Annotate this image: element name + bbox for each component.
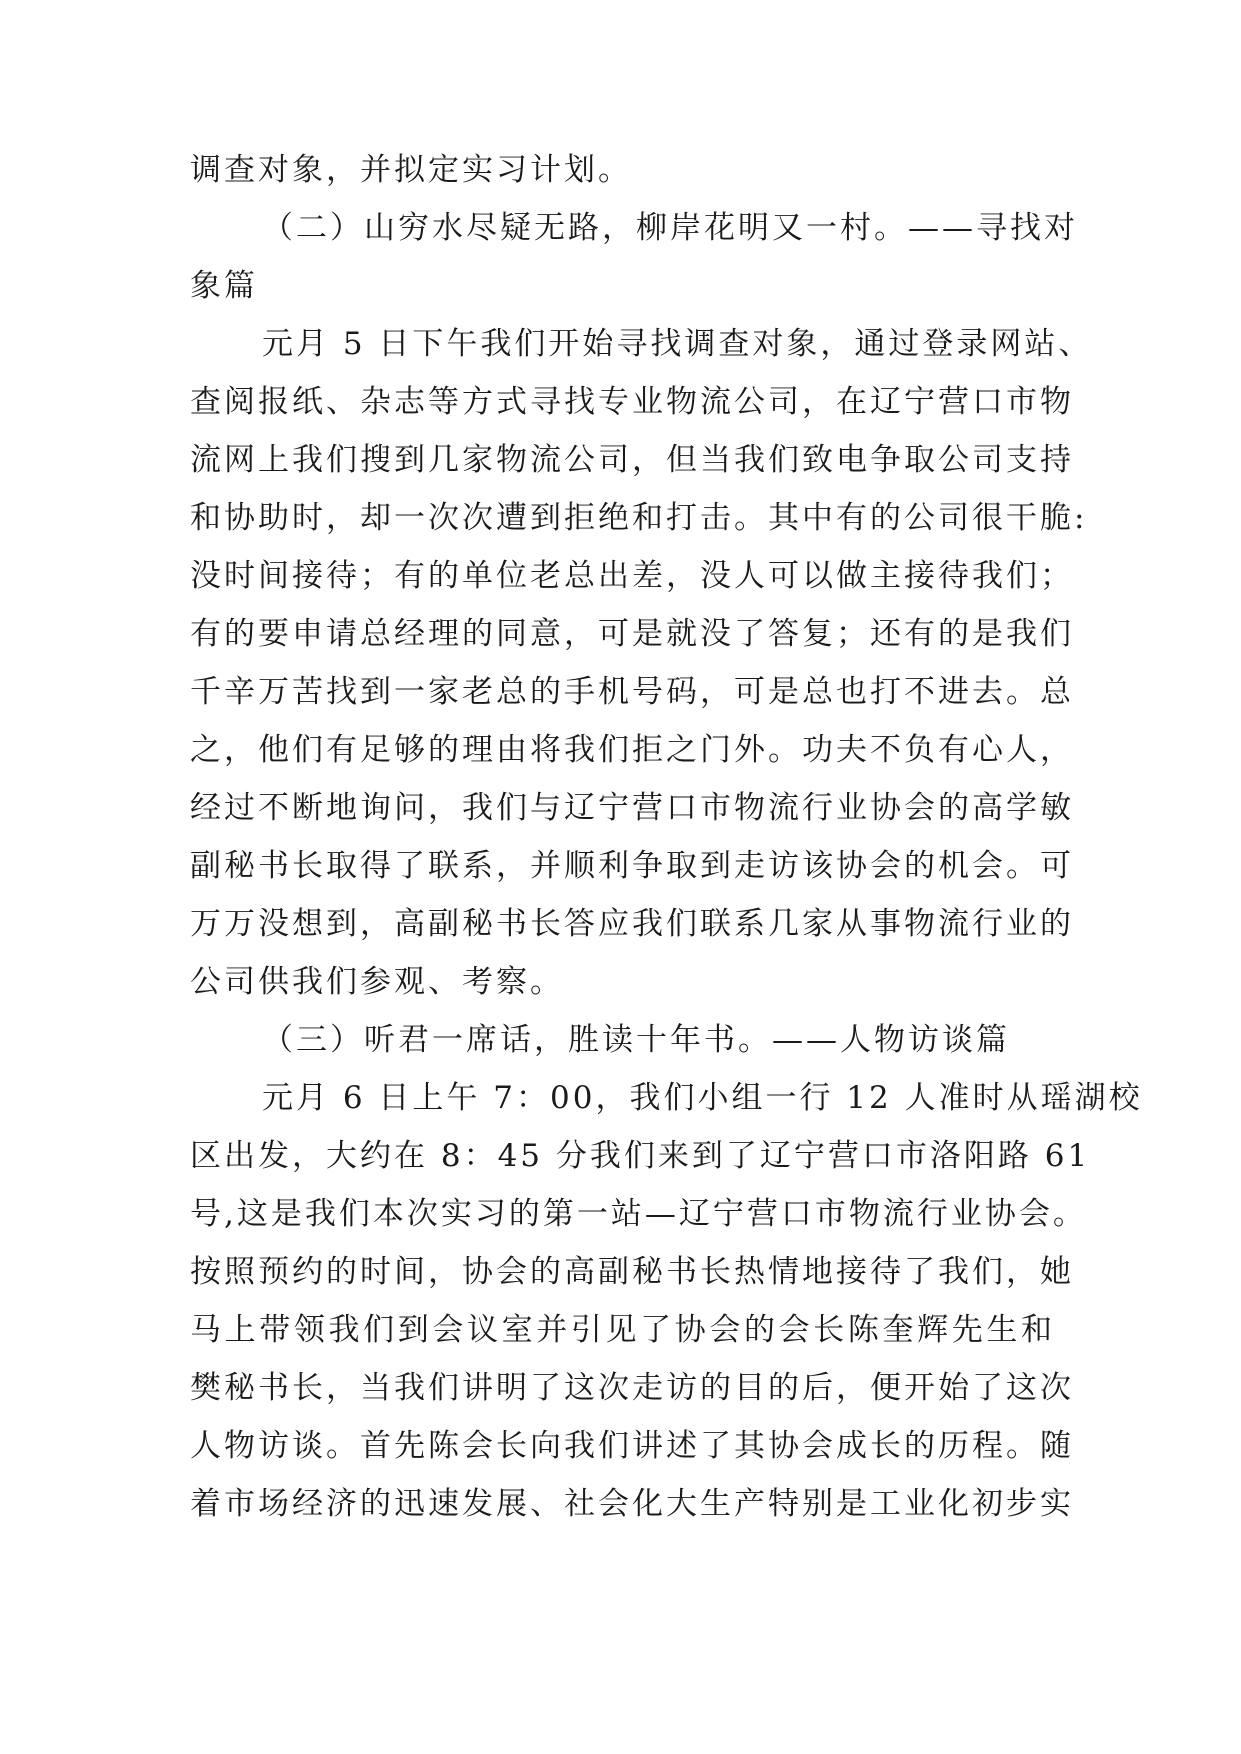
text-line: 没时间接待；有的单位老总出差，没人可以做主接待我们；	[190, 558, 1074, 594]
text-line: 象篇	[190, 268, 258, 304]
text-line: 调查对象，并拟定实习计划。	[190, 152, 632, 188]
text-line: 区出发，大约在 8：45 分我们来到了辽宁营口市洛阳路 61	[190, 1138, 1091, 1174]
text-line: 副秘书长取得了联系，并顺利争取到走访该协会的机会。可	[190, 848, 1074, 884]
text-line: 千辛万苦找到一家老总的手机号码，可是总也打不进去。总	[190, 674, 1074, 710]
text-line: 按照预约的时间，协会的高副秘书长热情地接待了我们，她	[190, 1254, 1074, 1290]
text-line: 万万没想到，高副秘书长答应我们联系几家从事物流行业的	[190, 906, 1074, 942]
text-line: 着市场经济的迅速发展、社会化大生产特别是工业化初步实	[190, 1486, 1074, 1522]
text-line: 人物访谈。首先陈会长向我们讲述了其协会成长的历程。随	[190, 1428, 1074, 1464]
text-line: 经过不断地询问，我们与辽宁营口市物流行业协会的高学敏	[190, 790, 1074, 826]
section-heading-3: （三）听君一席话，胜读十年书。——人物访谈篇	[262, 1022, 1010, 1058]
text-line: 之，他们有足够的理由将我们拒之门外。功夫不负有心人，	[190, 732, 1074, 768]
text-line: 和协助时，却一次次遭到拒绝和打击。其中有的公司很干脆:	[190, 500, 1088, 536]
text-line: 有的要申请总经理的同意，可是就没了答复；还有的是我们	[190, 616, 1074, 652]
paragraph-start: 元月 6 日上午 7：00，我们小组一行 12 人准时从瑶湖校	[262, 1080, 1143, 1116]
text-line: 樊秘书长，当我们讲明了这次走访的目的后，便开始了这次	[190, 1370, 1074, 1406]
text-line: 号,这是我们本次实习的第一站—辽宁营口市物流行业协会。	[190, 1196, 1087, 1232]
text-line: 公司供我们参观、考察。	[190, 964, 564, 1000]
text-line: 查阅报纸、杂志等方式寻找专业物流公司，在辽宁营口市物	[190, 384, 1074, 420]
text-line: 流网上我们搜到几家物流公司，但当我们致电争取公司支持	[190, 442, 1074, 478]
paragraph-start: 元月 5 日下午我们开始寻找调查对象，通过登录网站、	[262, 326, 1093, 362]
section-heading-2: （二）山穷水尽疑无路，柳岸花明又一村。——寻找对	[262, 210, 1078, 246]
text-line: 马上带领我们到会议室并引见了协会的会长陈奎辉先生和	[190, 1312, 1055, 1348]
